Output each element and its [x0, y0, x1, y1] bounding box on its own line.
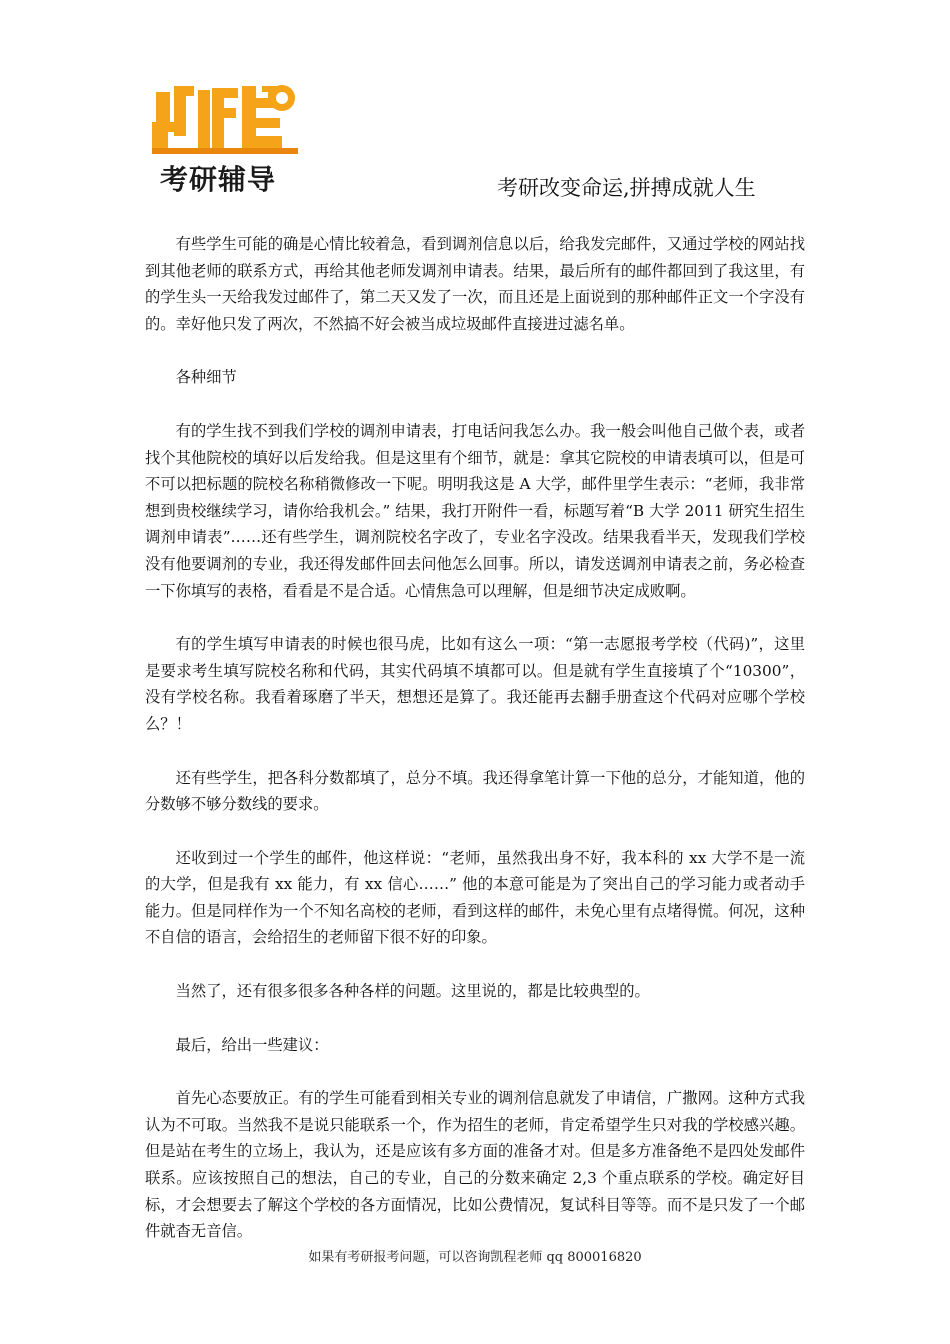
paragraph: 有的学生找不到我们学校的调剂申请表，打电话问我怎么办。我一般会叫他自己做个表，或者找个其他院校的填好以后发给我。但是这里有个细节，就是：拿其它院校的申请表填可以，但是可不可以把标题的院校名称稍微修改一下呢。明明我这是 A 大学，邮件里学生表示：“老师，我非常想到贵校继续学习，请你给我机会。” 结果，我打开附件一看，标题写着“B 大学 2011 研究生招生调剂申请表”……还有些学生，调剂院校名字改了，专业名字没改。结果我看半天，发现我们学校没有他要调剂的专业，我还得发邮件回去问他怎么回事。所以，请发送调剂申请表之前，务必检查一下你填写的表格，看看是不是合适。心情焦急可以理解，但是细节决定成败啊。 — [145, 421, 805, 600]
paragraph: 有的学生填写申请表的时候也很马虎，比如有这么一项：“第一志愿报考学校（代码)”，这里是要求考生填写院校名称和代码，其实代码填不填都可以。但是就有学生直接填了个“10300”，没有学校名称。我看着琢磨了半天，想想还是算了。我还能再去翻手册查这个代码对应哪个学校么？！ — [145, 635, 805, 733]
page-footer: 如果有考研报考问题，可以咨询凯程老师 qq 800016820 — [308, 1250, 642, 1265]
paragraph: 还收到过一个学生的邮件，他这样说：“老师，虽然我出身不好，我本科的 xx 大学不是一流的大学，但是我有 xx 能力，有 xx 信心……” 他的本意可能是为了突出自己的学习能力或者动手能力。但是同样作为一个不知名高校的老师，看到这样的邮件，未免心里有点堵得慌。何况，这种不自信的语言，会给招生的老师留下很不好的印象。 — [145, 848, 805, 947]
paragraph: 有些学生可能的确是心情比较着急，看到调剂信息以后，给我发完邮件，又通过学校的网站找到其他老师的联系方式，再给其他老师发调剂申请表。结果，最后所有的邮件都回到了我这里，有的学生头一天给我发过邮件了，第二天又发了一次，而且还是上面说到的那种邮件正文一个字没有的。幸好他只发了两次，不然搞不好会被当成垃圾邮件直接进过滤名单。 — [145, 235, 805, 333]
paragraph: 当然了，还有很多很多各种各样的问题。这里说的，都是比较典型的。 — [175, 982, 650, 1001]
paragraph: 首先心态要放正。有的学生可能看到相关专业的调剂信息就发了申请信，广撒网。这种方式我认为不可取。当然我不是说只能联系一个，作为招生的老师，肯定希望学生只对我的学校感兴趣。但是站在考生的立场上，我认为，还是应该有多方面的准备才对。但是多方准备绝不是四处发邮件联系。应该按照自己的想法，自己的专业，自己的分数来确定 2,3 个重点联系的学校。确定好目标，才会想要去了解这个学校的各方面情况，比如公费情况，复试科目等等。而不是只发了一个邮件就杳无音信。 — [145, 1089, 805, 1241]
article-body — [145, 231, 805, 1272]
paragraph: 还有些学生，把各科分数都填了，总分不填。我还得拿笔计算一下他的总分，才能知道，他的分数够不够分数线的要求。 — [145, 768, 805, 814]
header-slogan: 考研改变命运,拼搏成就人生 — [497, 176, 756, 200]
logo-caption: 考研辅导 — [160, 163, 277, 196]
kaicheng-logo-mark — [152, 82, 298, 154]
paragraph: 最后，给出一些建议： — [175, 1035, 329, 1054]
section-heading: 各种细节 — [175, 368, 237, 387]
brand-logo — [152, 82, 302, 200]
